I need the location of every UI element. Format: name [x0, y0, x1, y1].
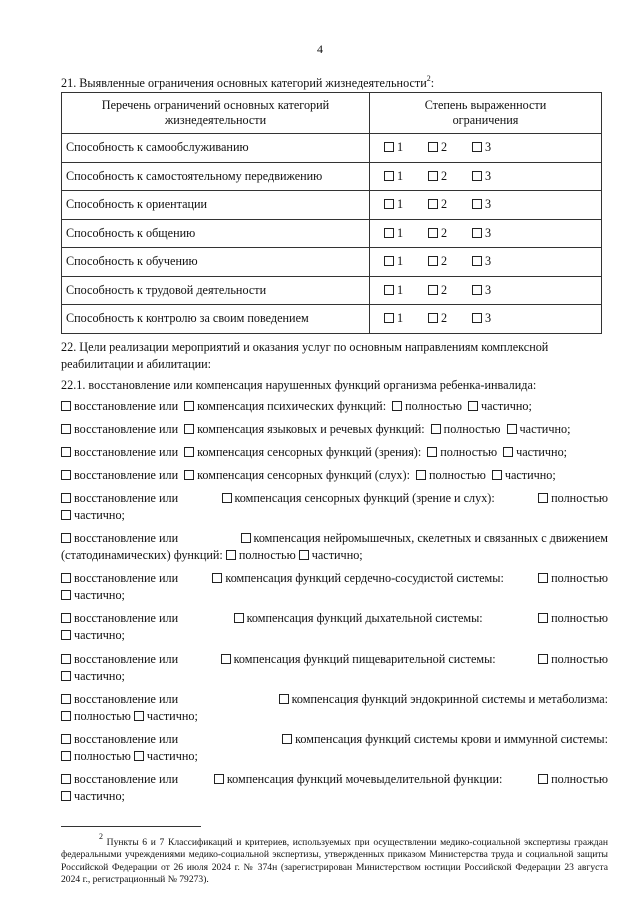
partially-label: частично; — [74, 508, 125, 522]
compensate-checkbox[interactable] — [184, 447, 194, 457]
footnote-mark: 2 — [426, 74, 431, 83]
table-row — [62, 191, 602, 220]
degree-label: 1 — [397, 168, 404, 183]
fully-label: полностью — [551, 571, 608, 585]
degree-label: 2 — [441, 311, 448, 326]
goal-item — [61, 731, 608, 765]
degree-label: 2 — [441, 197, 448, 212]
category-label: Способность к контролю за своим поведением — [62, 305, 370, 334]
degree-label: 3 — [485, 225, 492, 240]
category-label: Способность к трудовой деятельности — [62, 276, 370, 305]
compensate-label: компенсация функций пищеварительной системы: — [233, 652, 496, 666]
table-row — [62, 276, 602, 305]
fully-label: полностью — [74, 709, 131, 723]
degree-checkbox[interactable] — [384, 171, 394, 181]
partially-label: частично; — [74, 588, 125, 602]
degree-label: 2 — [441, 254, 448, 269]
goal-item — [61, 467, 608, 484]
table-row — [62, 219, 602, 248]
restore-checkbox[interactable] — [61, 401, 71, 411]
compensate-label: компенсация нейромышечных, скелетных и связанных с движением — [253, 531, 608, 545]
footnote-rule — [61, 826, 201, 827]
degree-options — [370, 162, 602, 191]
degree-checkbox[interactable] — [384, 228, 394, 238]
restore-checkbox[interactable] — [61, 447, 71, 457]
fully-label: полностью — [74, 749, 131, 763]
degree-checkbox[interactable] — [428, 171, 438, 181]
degree-checkbox[interactable] — [428, 313, 438, 323]
category-label: Способность к самостоятельному передвижению — [62, 162, 370, 191]
partially-label: частично; — [146, 709, 198, 723]
compensate-checkbox[interactable] — [212, 573, 222, 583]
restore-checkbox[interactable] — [61, 470, 71, 480]
partially-label: частично; — [480, 399, 532, 413]
degree-label: 3 — [485, 311, 492, 326]
degree-checkbox[interactable] — [428, 285, 438, 295]
partially-checkbox[interactable] — [61, 671, 71, 681]
degree-label: 1 — [397, 140, 404, 155]
fully-label: полностью — [443, 422, 501, 436]
compensate-checkbox[interactable] — [241, 533, 251, 543]
degree-label: 2 — [441, 282, 448, 297]
degree-label: 1 — [397, 311, 404, 326]
compensate-label: компенсация сенсорных функций (слух): — [197, 468, 410, 482]
degree-label: 3 — [485, 140, 492, 155]
fully-label: полностью — [428, 468, 486, 482]
table-row — [62, 162, 602, 191]
compensate-checkbox[interactable] — [221, 654, 231, 664]
degree-options — [370, 191, 602, 220]
limitations-table — [61, 92, 602, 334]
restore-checkbox[interactable] — [61, 654, 71, 664]
table-row — [62, 134, 602, 163]
partially-checkbox[interactable] — [468, 401, 478, 411]
page-number: 4 — [317, 42, 323, 56]
restore-checkbox[interactable] — [61, 533, 71, 543]
compensate-label: компенсация языковых и речевых функций: — [197, 422, 425, 436]
fully-label: полностью — [551, 652, 608, 666]
goal-item — [61, 610, 608, 644]
degree-label: 2 — [441, 140, 448, 155]
fully-label: полностью — [551, 611, 608, 625]
category-label: Способность к самообслуживанию — [62, 134, 370, 163]
degree-checkbox[interactable] — [472, 285, 482, 295]
compensate-checkbox[interactable] — [184, 470, 194, 480]
compensate-checkbox[interactable] — [279, 694, 289, 704]
degree-options — [370, 134, 602, 163]
restore-label: восстановление или — [74, 468, 179, 482]
col-header-categories: Перечень ограничений основных категорий жизнедеятельности — [62, 93, 370, 134]
partially-label: частично; — [311, 548, 363, 562]
category-label: Способность к обучению — [62, 248, 370, 277]
degree-options — [370, 219, 602, 248]
restore-label: восстановление или — [74, 531, 179, 545]
fully-label: полностью — [405, 399, 462, 413]
degree-options — [370, 305, 602, 334]
degree-checkbox[interactable] — [384, 313, 394, 323]
category-label: Способность к общению — [62, 219, 370, 248]
compensate-checkbox[interactable] — [184, 401, 194, 411]
partially-checkbox[interactable] — [299, 550, 309, 560]
degree-checkbox[interactable] — [472, 199, 482, 209]
degree-checkbox[interactable] — [384, 199, 394, 209]
restore-checkbox[interactable] — [61, 493, 71, 503]
restore-label: восстановление или — [74, 445, 179, 459]
compensate-label: компенсация функций мочевыделительной функции: — [226, 772, 503, 786]
degree-label: 1 — [397, 254, 404, 269]
partially-label: частично; — [519, 422, 571, 436]
goal-item — [61, 490, 608, 524]
degree-checkbox[interactable] — [472, 313, 482, 323]
restore-label: восстановление или — [74, 571, 179, 585]
degree-label: 2 — [441, 168, 448, 183]
partially-label: частично; — [74, 789, 125, 803]
compensate-label: компенсация психических функций: — [197, 399, 387, 413]
degree-checkbox[interactable] — [472, 142, 482, 152]
partially-checkbox[interactable] — [61, 510, 71, 520]
restore-label: восстановление или — [74, 422, 179, 436]
fully-checkbox[interactable] — [538, 573, 548, 583]
partially-label: частично; — [146, 749, 198, 763]
footnote: $^2$ Пункты 6 и 7 Классификаций и критериев, используемых при осуществлении медико-социальной экспертизы граждан федеральными учреждениями медико-социальной экспертизы, утвержденных приказом Министерства труда и социальной защиты Российской Федерации от 26 июля 2024 г. № 374н (зарегистрирован Министерством юстиции Российской Федерации 23 августа 2024 г., регистрационный № 79273). — [61, 832, 608, 886]
degree-label: 1 — [397, 282, 404, 297]
degree-checkbox[interactable] — [472, 228, 482, 238]
restore-checkbox[interactable] — [61, 774, 71, 784]
goal-item — [61, 444, 608, 461]
table-row — [62, 248, 602, 277]
fully-checkbox[interactable] — [538, 774, 548, 784]
category-label: Способность к ориентации — [62, 191, 370, 220]
restore-checkbox[interactable] — [61, 694, 71, 704]
degree-label: 3 — [485, 282, 492, 297]
table-row — [62, 305, 602, 334]
restore-checkbox[interactable] — [61, 424, 71, 434]
compensate-label: компенсация функций сердечно-сосудистой системы: — [225, 571, 504, 585]
degree-checkbox[interactable] — [472, 171, 482, 181]
degree-options — [370, 248, 602, 277]
partially-checkbox[interactable] — [507, 424, 517, 434]
degree-label: 1 — [397, 197, 404, 212]
fully-checkbox[interactable] — [61, 751, 71, 761]
degree-label: 2 — [441, 225, 448, 240]
restore-label: восстановление или — [74, 491, 179, 505]
goal-item — [61, 651, 608, 685]
fully-checkbox[interactable] — [538, 613, 548, 623]
fully-checkbox[interactable] — [416, 470, 426, 480]
partially-label: частично; — [504, 468, 556, 482]
degree-checkbox[interactable] — [472, 256, 482, 266]
fully-checkbox[interactable] — [427, 447, 437, 457]
compensate-label: компенсация функций дыхательной системы: — [246, 611, 483, 625]
goal-item — [61, 421, 608, 438]
restore-label: восстановление или — [74, 652, 179, 666]
partially-checkbox[interactable] — [134, 711, 144, 721]
degree-checkbox[interactable] — [428, 199, 438, 209]
compensate-label: компенсация функций эндокринной системы и метаболизма: — [291, 692, 608, 706]
table-header-row — [62, 93, 602, 134]
degree-label: 3 — [485, 168, 492, 183]
partially-checkbox[interactable] — [134, 751, 144, 761]
fully-label: полностью — [551, 772, 608, 786]
fully-label: полностью — [551, 491, 608, 505]
degree-label: 3 — [485, 197, 492, 212]
goal-item — [61, 691, 608, 725]
degree-checkbox[interactable] — [384, 285, 394, 295]
partially-label: частично; — [74, 628, 125, 642]
compensate-checkbox[interactable] — [234, 613, 244, 623]
restore-checkbox[interactable] — [61, 734, 71, 744]
fully-checkbox[interactable] — [431, 424, 441, 434]
fully-checkbox[interactable] — [538, 493, 548, 503]
fully-checkbox[interactable] — [392, 401, 402, 411]
col-header-degree: Степень выраженности ограничения — [370, 93, 602, 134]
partially-checkbox[interactable] — [61, 630, 71, 640]
degree-label: 1 — [397, 225, 404, 240]
compensate-label: компенсация сенсорных функций (зрения): — [197, 445, 422, 459]
fully-checkbox[interactable] — [538, 654, 548, 664]
partially-checkbox[interactable] — [492, 470, 502, 480]
section-22-line2: реабилитации и абилитации: — [61, 357, 212, 371]
restore-label: восстановление или — [74, 611, 179, 625]
goal-item — [61, 570, 608, 604]
compensate-label: компенсация функций системы крови и иммунной системы: — [295, 732, 608, 746]
degree-checkbox[interactable] — [428, 256, 438, 266]
section-22-line1: 22. Цели реализации мероприятий и оказания услуг по основным направлениям комплексной — [61, 340, 549, 354]
degree-options — [370, 276, 602, 305]
partially-label: частично; — [516, 445, 568, 459]
goal-item — [61, 398, 608, 415]
partially-label: частично; — [74, 669, 125, 683]
restore-label: восстановление или — [74, 772, 179, 786]
compensate-checkbox[interactable] — [282, 734, 292, 744]
compensate-label: компенсация сенсорных функций (зрение и слух): — [234, 491, 495, 505]
goal-item — [61, 530, 608, 564]
restore-label: восстановление или — [74, 692, 179, 706]
partially-checkbox[interactable] — [61, 791, 71, 801]
goal-item — [61, 771, 608, 805]
restore-checkbox[interactable] — [61, 613, 71, 623]
degree-checkbox[interactable] — [428, 228, 438, 238]
compensate-checkbox[interactable] — [214, 774, 224, 784]
degree-checkbox[interactable] — [384, 142, 394, 152]
partially-checkbox[interactable] — [503, 447, 513, 457]
fully-label: полностью — [440, 445, 498, 459]
degree-label: 3 — [485, 254, 492, 269]
compensate-checkbox[interactable] — [222, 493, 232, 503]
restore-checkbox[interactable] — [61, 573, 71, 583]
restore-label: восстановление или — [74, 732, 179, 746]
compensate-checkbox[interactable] — [184, 424, 194, 434]
degree-checkbox[interactable] — [384, 256, 394, 266]
degree-checkbox[interactable] — [428, 142, 438, 152]
restore-label: восстановление или — [74, 399, 179, 413]
compensate-label-cont: (статодинамических) функций: — [61, 548, 223, 562]
fully-checkbox[interactable] — [226, 550, 236, 560]
fully-checkbox[interactable] — [61, 711, 71, 721]
fully-label: полностью — [238, 548, 296, 562]
section-22-1-title: 22.1. восстановление или компенсация нарушенных функций организма ребенка-инвалида: — [61, 378, 537, 392]
section-21-title: 21. Выявленные ограничения основных категорий жизнедеятельности$^2$: — [61, 74, 435, 90]
partially-checkbox[interactable] — [61, 590, 71, 600]
